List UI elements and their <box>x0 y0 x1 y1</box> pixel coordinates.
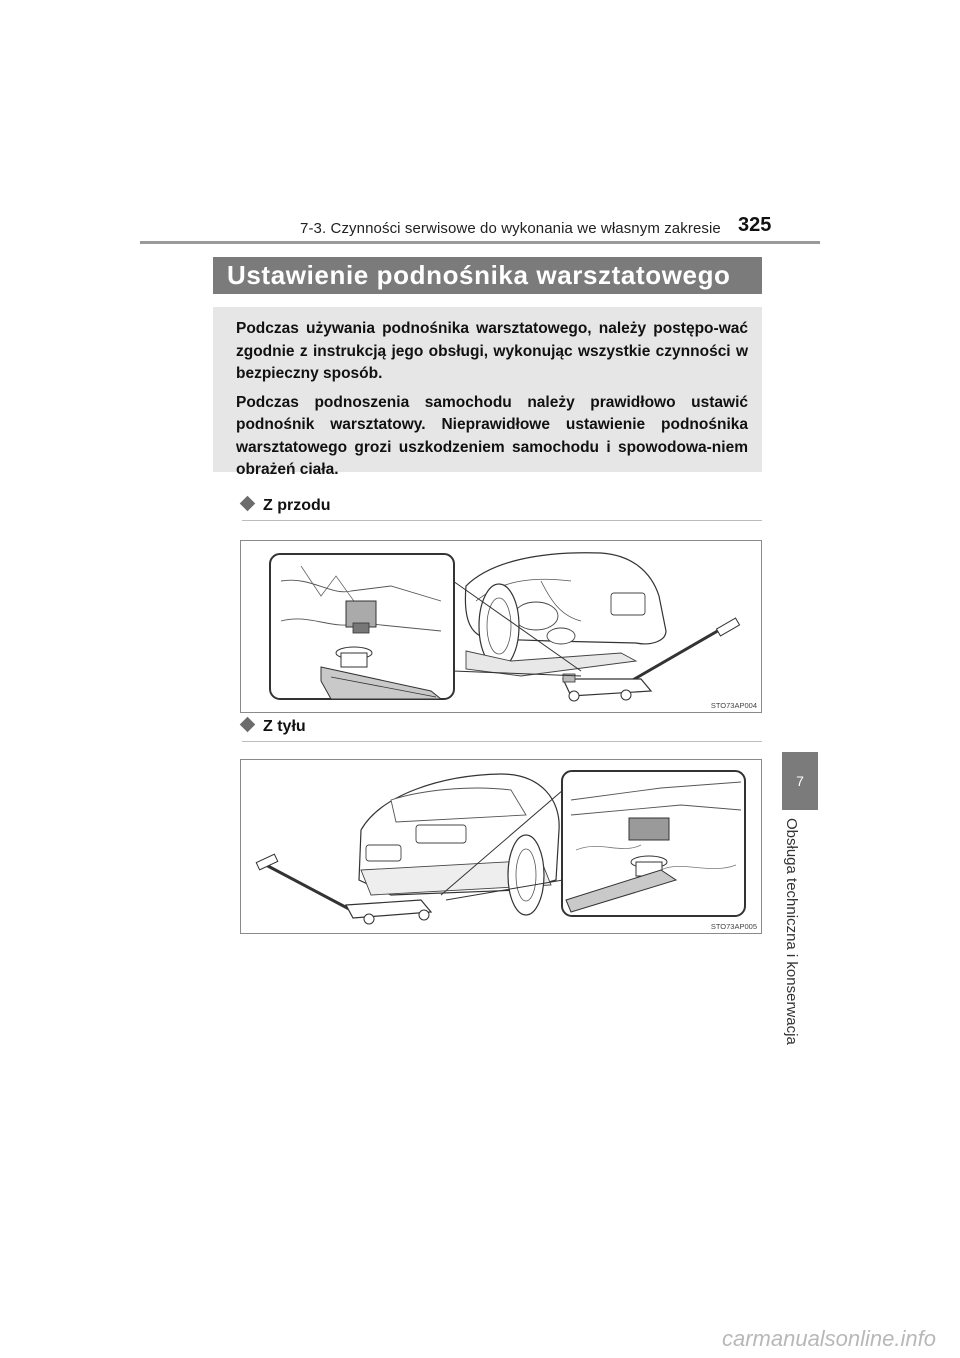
figure-front <box>240 540 762 713</box>
subheading-front-rule <box>242 520 762 521</box>
chapter-label: Obsługa techniczna i konserwacja <box>783 818 800 1045</box>
page-number: 325 <box>738 214 772 236</box>
subheading-rear-rule <box>242 741 762 742</box>
intro-paragraph-1: Podczas używania podnośnika warsztatowego, należy postępo-wać zgodnie z instrukcją jego obsługi, wykonując wszystkie czynności w bezpieczny sposób. <box>236 320 748 382</box>
figure-front-code: STO73AP004 <box>710 701 757 710</box>
watermark: carmanualsonline.info <box>721 1326 936 1351</box>
subheading-front-label: Z przodu <box>263 497 331 514</box>
chapter-tab: 7 <box>782 752 818 810</box>
section-title: Ustawienie podnośnika warsztatowego <box>213 257 762 294</box>
figure-rear-code: STO73AP005 <box>710 922 757 931</box>
rear-jack-illustration <box>241 760 761 933</box>
intro-box <box>213 307 762 478</box>
figure-rear <box>240 759 762 934</box>
front-jack-illustration <box>241 541 761 712</box>
subheading-front <box>242 497 331 515</box>
intro-paragraph-2: Podczas podnoszenia samochodu należy prawidłowo ustawić podnośnik warsztatowy. Nieprawidłowe ustawienie podnośnika warsztatowego grozi uszkodzeniem samochodu i spowodowa-niem obrażeń ciała. <box>236 393 748 478</box>
subheading-rear-label: Z tyłu <box>263 718 306 735</box>
diamond-bullet-icon <box>240 717 256 733</box>
header-rule <box>140 241 820 244</box>
running-header: 7-3. Czynności serwisowe do wykonania we własnym zakresie <box>300 220 721 237</box>
subheading-rear <box>242 718 306 736</box>
diamond-bullet-icon <box>240 496 256 512</box>
